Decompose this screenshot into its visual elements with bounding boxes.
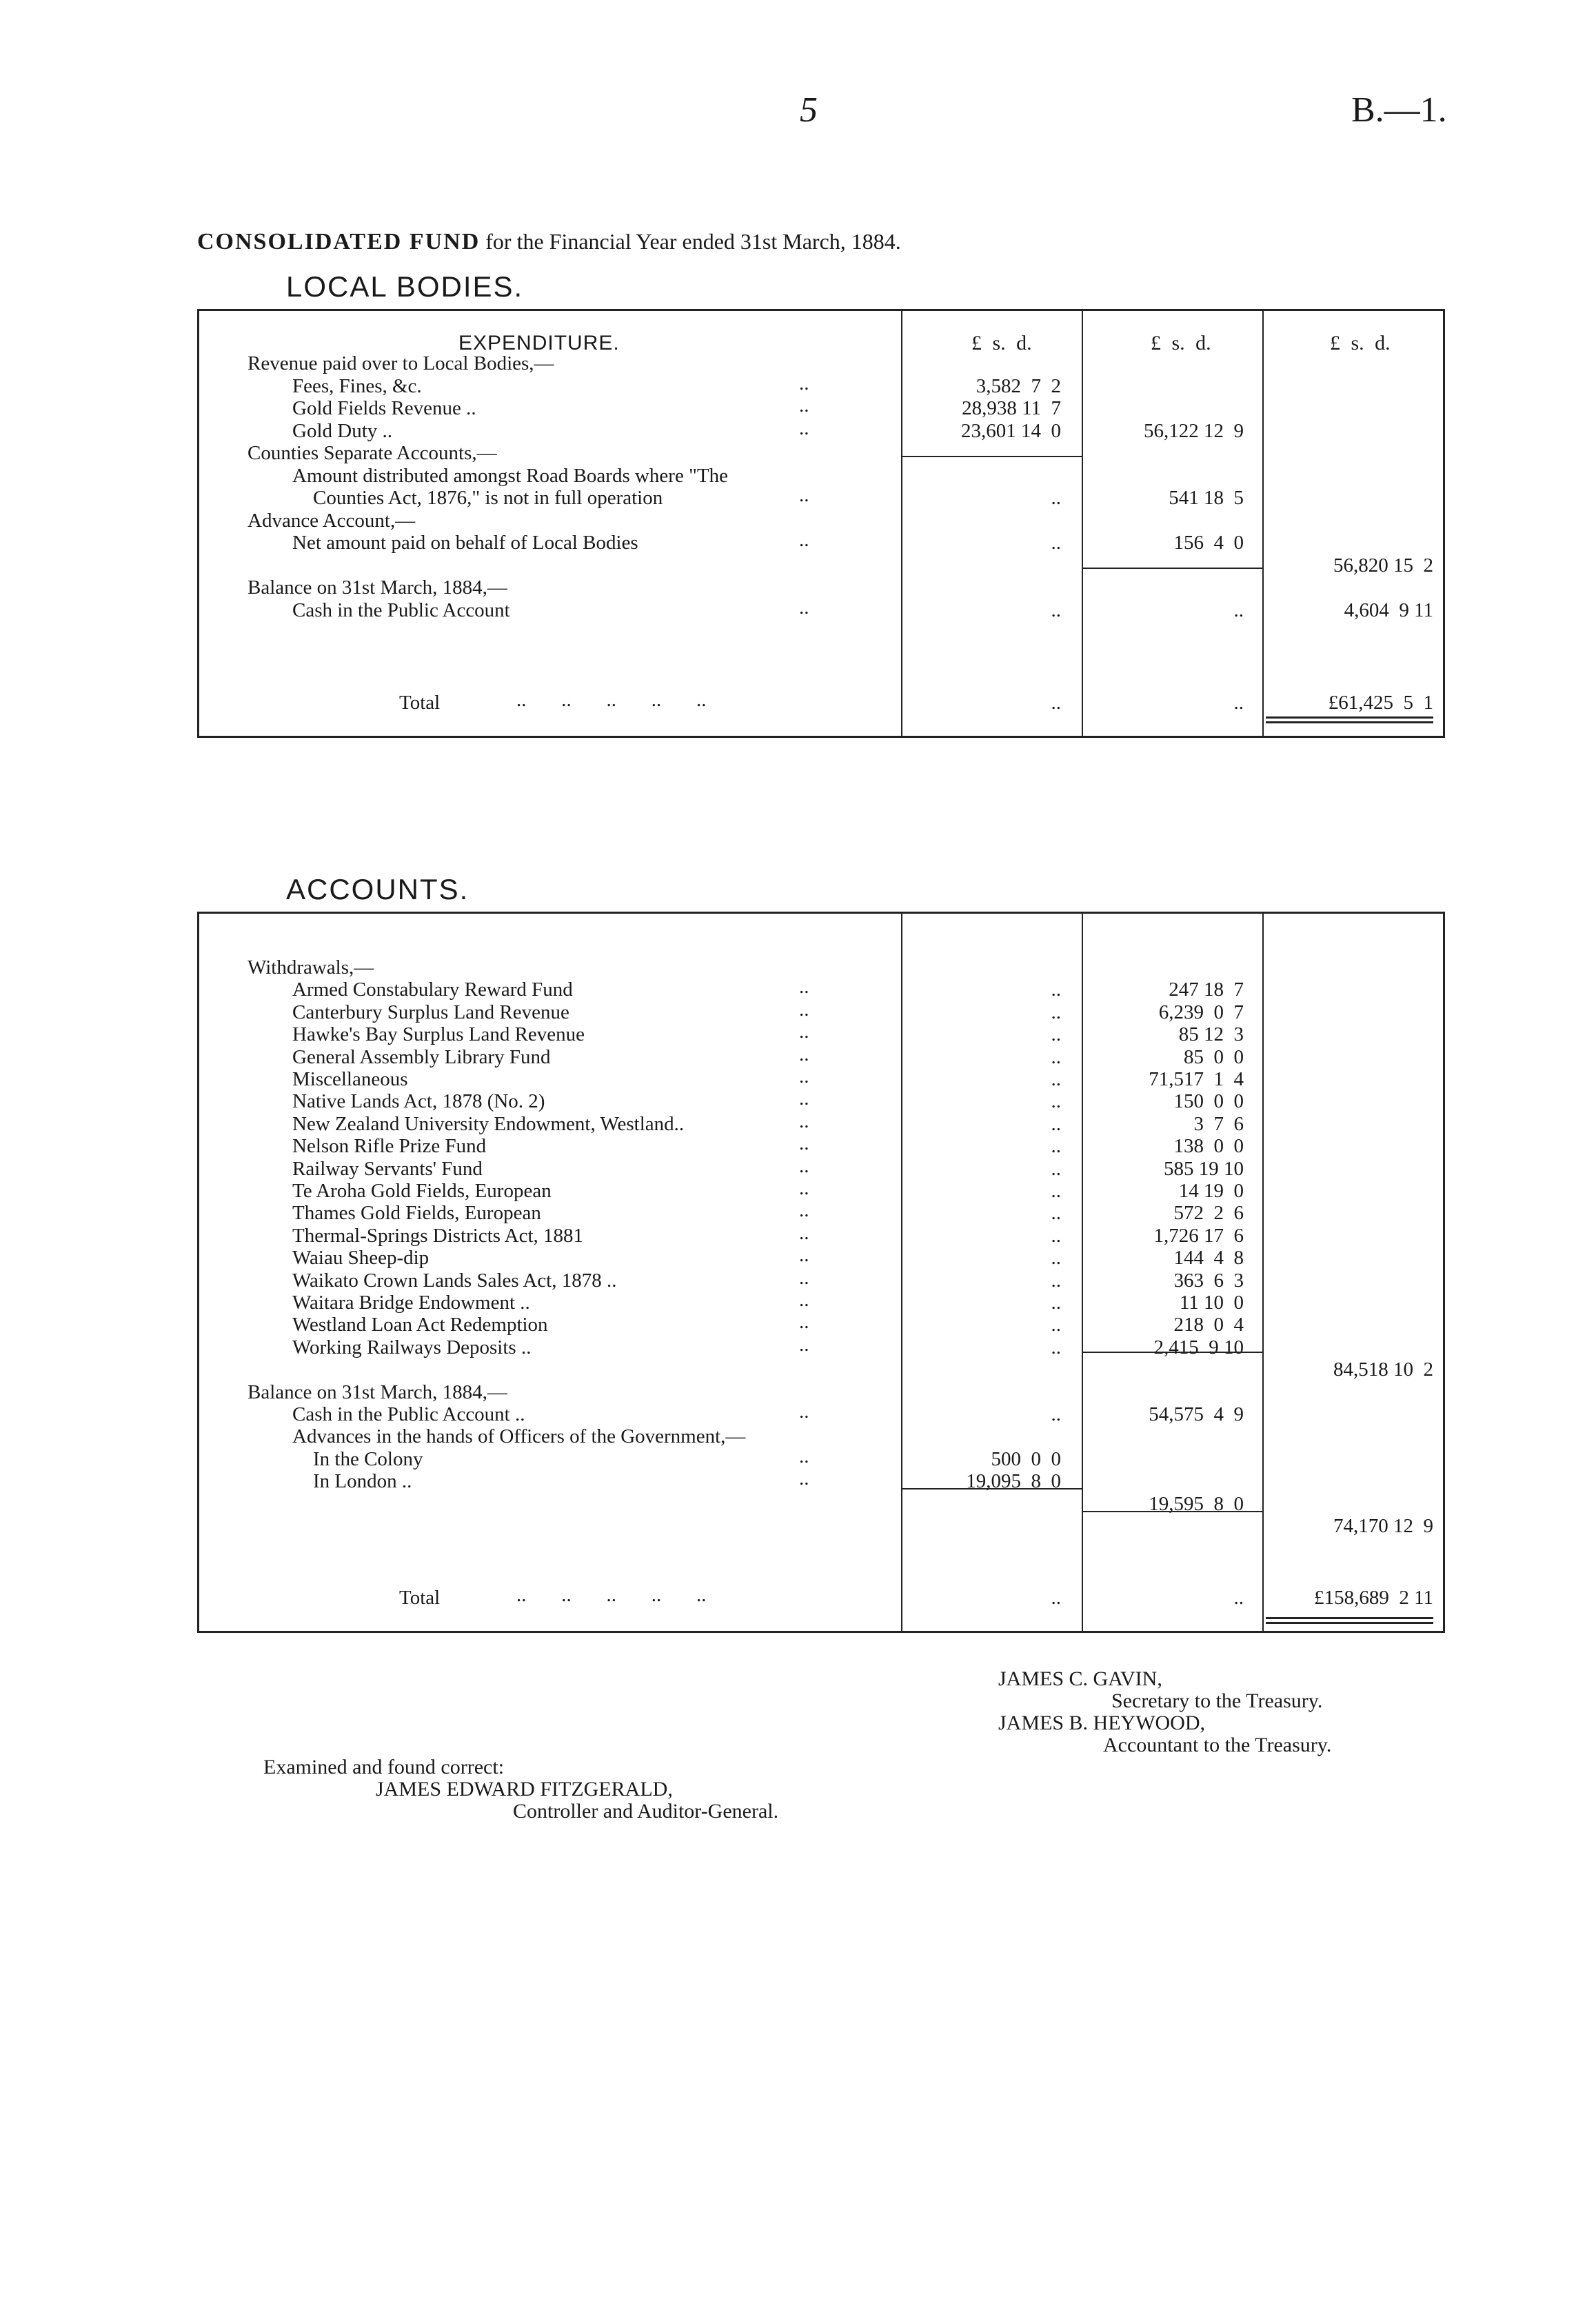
cell-c1: .. bbox=[1051, 1090, 1061, 1113]
signer2-name: JAMES B. HEYWOOD, bbox=[998, 1712, 1205, 1734]
cell-c2: 85 12 3 bbox=[1178, 1023, 1244, 1046]
cell-c2: 56,122 12 9 bbox=[1144, 419, 1244, 442]
expenditure-heading: EXPENDITURE. bbox=[458, 332, 620, 354]
table-row bbox=[199, 529, 1443, 554]
leader-dots: .. bbox=[799, 1221, 809, 1244]
cell-c2: 71,517 1 4 bbox=[1149, 1068, 1244, 1090]
row-label: Net amount paid on behalf of Local Bodies bbox=[292, 532, 638, 554]
total-label: Total bbox=[399, 1587, 441, 1609]
cell-c2: 54,575 4 9 bbox=[1149, 1403, 1244, 1425]
cell-c1: .. bbox=[1051, 979, 1061, 1001]
row-label: Native Lands Act, 1878 (No. 2) bbox=[292, 1090, 545, 1113]
fund-title-bold: CONSOLIDATED FUND bbox=[197, 229, 481, 254]
cell-c1: 23,601 14 0 bbox=[961, 419, 1061, 442]
table-row bbox=[199, 576, 1443, 599]
leader-dots: .. bbox=[799, 1445, 809, 1467]
row-label: General Assembly Library Fund bbox=[292, 1045, 551, 1068]
leader-dots: .. bbox=[799, 1021, 809, 1043]
table-row bbox=[199, 1065, 1443, 1090]
signer2-title: Accountant to the Treasury. bbox=[1103, 1734, 1332, 1756]
table-row bbox=[199, 1381, 1443, 1403]
table-row bbox=[199, 1289, 1443, 1314]
table-row bbox=[199, 510, 1443, 532]
total-c1: .. bbox=[1051, 1587, 1061, 1609]
page-number: 5 bbox=[800, 90, 818, 130]
auditor-title: Controller and Auditor-General. bbox=[513, 1800, 779, 1823]
row-label: Thames Gold Fields, European bbox=[292, 1202, 541, 1225]
table-row bbox=[199, 1043, 1443, 1068]
accounts-title: ACCOUNTS. bbox=[286, 873, 469, 905]
cell-c3: 56,820 15 2 bbox=[1333, 554, 1433, 576]
cell-c1: 28,938 11 7 bbox=[962, 397, 1061, 419]
table-row bbox=[199, 1110, 1443, 1135]
table-row bbox=[199, 394, 1443, 419]
subtotal-rule bbox=[1082, 1511, 1262, 1512]
table-row bbox=[199, 1333, 1443, 1358]
total-row bbox=[199, 1584, 1443, 1609]
cell-c1: 500 0 0 bbox=[991, 1447, 1061, 1470]
row-label: Waitara Bridge Endowment .. bbox=[292, 1292, 530, 1314]
leader-dots: .. bbox=[799, 596, 809, 619]
row-label: Miscellaneous bbox=[292, 1068, 408, 1090]
table-row bbox=[199, 465, 1443, 487]
col-head-3: £ s. d. bbox=[1330, 332, 1391, 354]
row-label: Waiau Sheep-dip bbox=[292, 1247, 430, 1270]
row-label: Balance on 31st March, 1884,— bbox=[248, 576, 507, 599]
cell-c1: .. bbox=[1051, 1135, 1061, 1158]
cell-c2: 14 19 0 bbox=[1178, 1180, 1244, 1202]
fund-title bbox=[197, 229, 901, 255]
table-row bbox=[199, 956, 1443, 979]
total-c2: .. bbox=[1233, 1587, 1244, 1609]
table-row bbox=[199, 596, 1443, 621]
cell-c1: .. bbox=[1051, 1269, 1061, 1292]
leader-dots: .. bbox=[799, 1289, 809, 1311]
subtotal-rule bbox=[901, 1488, 1082, 1489]
leader-dots: .. bbox=[799, 1333, 809, 1356]
cell-c1: .. bbox=[1051, 1068, 1061, 1090]
total-c3: £158,689 2 11 bbox=[1314, 1587, 1433, 1609]
row-label: Working Railways Deposits .. bbox=[292, 1336, 532, 1358]
row-label: Armed Constabulary Reward Fund bbox=[292, 979, 573, 1001]
total-label: Total bbox=[399, 692, 441, 714]
table-row bbox=[199, 554, 1443, 576]
cell-c2: 1,726 17 6 bbox=[1153, 1224, 1244, 1247]
table-row bbox=[199, 1311, 1443, 1336]
cell-c1: .. bbox=[1051, 1001, 1061, 1023]
table-row bbox=[199, 1154, 1443, 1180]
row-label: Amount distributed amongst Road Boards where "The bbox=[292, 464, 729, 487]
leader-dots: .. bbox=[799, 372, 809, 394]
row-label: Nelson Rifle Prize Fund bbox=[292, 1135, 487, 1158]
row-label: Railway Servants' Fund bbox=[292, 1157, 483, 1180]
auditor-name: JAMES EDWARD FITZGERALD, bbox=[376, 1778, 673, 1801]
row-label: Cash in the Public Account bbox=[292, 599, 510, 621]
examined-text: Examined and found correct: bbox=[263, 1756, 505, 1778]
local-bodies-title: LOCAL BODIES. bbox=[286, 270, 524, 303]
leader-dots: .. bbox=[799, 1065, 809, 1087]
leader-dots: .. .. .. .. .. bbox=[516, 1584, 707, 1606]
row-label: Thermal-Springs Districts Act, 1881 bbox=[292, 1224, 584, 1247]
table-row bbox=[199, 1467, 1443, 1493]
row-label: Balance on 31st March, 1884,— bbox=[248, 1381, 507, 1403]
table-row bbox=[199, 1425, 1443, 1447]
leader-dots: .. bbox=[799, 1401, 809, 1423]
total-c3: £61,425 5 1 bbox=[1328, 692, 1433, 714]
cell-c1: .. bbox=[1051, 1045, 1061, 1068]
row-label: Gold Fields Revenue .. bbox=[292, 397, 476, 419]
cell-c1: .. bbox=[1051, 599, 1061, 621]
row-label: Advances in the hands of Officers of the Government,— bbox=[292, 1425, 746, 1448]
table-row bbox=[199, 1445, 1443, 1470]
cell-c1: .. bbox=[1051, 1157, 1061, 1180]
leader-dots: .. bbox=[799, 394, 809, 417]
leader-dots: .. bbox=[799, 1154, 809, 1177]
leader-dots: .. .. .. .. .. bbox=[516, 689, 707, 711]
cell-c2: 11 10 0 bbox=[1179, 1292, 1244, 1314]
subtotal-rule bbox=[1082, 568, 1262, 569]
cell-c2: 585 19 10 bbox=[1164, 1157, 1244, 1180]
total-double-rule bbox=[1266, 716, 1433, 723]
table-row bbox=[199, 1023, 1443, 1045]
table-row bbox=[199, 1132, 1443, 1158]
local-bodies-table bbox=[197, 309, 1445, 738]
page-reference: B.—1. bbox=[1351, 90, 1447, 130]
table-row bbox=[199, 484, 1443, 509]
total-c2: .. bbox=[1233, 692, 1244, 714]
table-row bbox=[199, 1244, 1443, 1270]
cell-c1: .. bbox=[1051, 1112, 1061, 1135]
signer1-name: JAMES C. GAVIN, bbox=[998, 1667, 1162, 1690]
row-label: In London .. bbox=[313, 1470, 412, 1493]
leader-dots: .. bbox=[799, 1132, 809, 1155]
leader-dots: .. bbox=[799, 1110, 809, 1132]
row-label: Westland Loan Act Redemption bbox=[292, 1314, 548, 1336]
table-row bbox=[199, 1177, 1443, 1202]
cell-c2: 138 0 0 bbox=[1173, 1135, 1244, 1158]
table-row bbox=[199, 1199, 1443, 1225]
leader-dots: .. bbox=[799, 1199, 809, 1222]
col-head-2: £ s. d. bbox=[1151, 332, 1211, 354]
cell-c2: .. bbox=[1233, 599, 1244, 621]
row-label: New Zealand University Endowment, Westland.. bbox=[292, 1112, 685, 1135]
row-label: Te Aroha Gold Fields, European bbox=[292, 1180, 552, 1202]
leader-dots: .. bbox=[799, 998, 809, 1021]
leader-dots: .. bbox=[799, 1467, 809, 1490]
table-row bbox=[199, 1403, 1443, 1425]
cell-c2: 218 0 4 bbox=[1173, 1314, 1244, 1336]
cell-c3: 84,518 10 2 bbox=[1333, 1358, 1433, 1381]
cell-c1: .. bbox=[1051, 487, 1061, 509]
table-row bbox=[199, 1266, 1443, 1292]
cell-c1: .. bbox=[1051, 1202, 1061, 1225]
accounts-table bbox=[197, 912, 1445, 1633]
table-row bbox=[199, 442, 1443, 464]
cell-c1: .. bbox=[1051, 1336, 1061, 1358]
table-row bbox=[199, 352, 1443, 374]
row-label: Fees, Fines, &c. bbox=[292, 374, 422, 397]
cell-c1: 3,582 7 2 bbox=[976, 374, 1061, 397]
cell-c1: .. bbox=[1051, 1180, 1061, 1202]
leader-dots: .. bbox=[799, 1177, 809, 1199]
leader-dots: .. bbox=[799, 976, 809, 999]
table-row bbox=[199, 1221, 1443, 1247]
table-row bbox=[199, 976, 1443, 1001]
cell-c1: .. bbox=[1051, 1247, 1061, 1270]
table-row bbox=[199, 417, 1443, 442]
leader-dots: .. bbox=[799, 1266, 809, 1289]
cell-c1: .. bbox=[1051, 1292, 1061, 1314]
row-label: Hawke's Bay Surplus Land Revenue bbox=[292, 1023, 585, 1046]
cell-c1: .. bbox=[1051, 1403, 1061, 1425]
cell-c2: 85 0 0 bbox=[1184, 1045, 1244, 1068]
cell-c1: .. bbox=[1051, 1314, 1061, 1336]
leader-dots: .. bbox=[799, 1311, 809, 1334]
leader-dots: .. bbox=[799, 1043, 809, 1065]
table-row bbox=[199, 1358, 1443, 1381]
leader-dots: .. bbox=[799, 417, 809, 439]
row-label: Gold Duty .. bbox=[292, 419, 392, 442]
cell-c2: 144 4 8 bbox=[1173, 1247, 1244, 1270]
cell-c2: 572 2 6 bbox=[1173, 1202, 1244, 1225]
row-label: Withdrawals,— bbox=[248, 956, 374, 979]
subtotal-rule bbox=[901, 456, 1082, 457]
leader-dots: .. bbox=[799, 529, 809, 551]
cell-c2: 19,595 8 0 bbox=[1149, 1492, 1244, 1515]
row-label: Cash in the Public Account .. bbox=[292, 1403, 525, 1425]
cell-c2: 156 4 0 bbox=[1173, 532, 1244, 554]
row-label: Canterbury Surplus Land Revenue bbox=[292, 1001, 569, 1023]
leader-dots: .. bbox=[799, 1244, 809, 1267]
fund-title-rest: for the Financial Year ended 31st March, 1884. bbox=[485, 229, 901, 254]
leader-dots: .. bbox=[799, 484, 809, 506]
cell-c1: .. bbox=[1051, 1224, 1061, 1247]
table-row bbox=[199, 1515, 1443, 1537]
table-row bbox=[199, 372, 1443, 397]
cell-c1: .. bbox=[1051, 1023, 1061, 1046]
total-double-rule bbox=[1266, 1617, 1433, 1624]
row-label: Advance Account,— bbox=[248, 509, 416, 532]
cell-c1: 19,095 8 0 bbox=[966, 1470, 1061, 1493]
col-head-1: £ s. d. bbox=[971, 332, 1032, 354]
total-c1: .. bbox=[1051, 692, 1061, 714]
row-label: Counties Act, 1876," is not in full operation bbox=[313, 487, 663, 509]
cell-c3: 74,170 12 9 bbox=[1333, 1515, 1433, 1537]
cell-c2: 6,239 0 7 bbox=[1158, 1001, 1244, 1023]
cell-c3: 4,604 9 11 bbox=[1344, 599, 1433, 621]
cell-c2: 247 18 7 bbox=[1169, 979, 1244, 1001]
row-label: Counties Separate Accounts,— bbox=[248, 442, 497, 464]
cell-c1: .. bbox=[1051, 532, 1061, 554]
row-label: Revenue paid over to Local Bodies,— bbox=[248, 352, 554, 374]
signer1-title: Secretary to the Treasury. bbox=[1111, 1689, 1323, 1712]
row-label: Waikato Crown Lands Sales Act, 1878 .. bbox=[292, 1269, 617, 1292]
cell-c2: 2,415 9 10 bbox=[1153, 1336, 1244, 1358]
row-label: In the Colony bbox=[313, 1447, 423, 1470]
cell-c2: 541 18 5 bbox=[1169, 487, 1244, 509]
cell-c2: 150 0 0 bbox=[1173, 1090, 1244, 1113]
table-row bbox=[199, 1087, 1443, 1113]
table-row bbox=[199, 998, 1443, 1023]
cell-c2: 363 6 3 bbox=[1173, 1269, 1244, 1292]
leader-dots: .. bbox=[799, 1087, 809, 1110]
subtotal-rule bbox=[1082, 1352, 1262, 1353]
cell-c2: 3 7 6 bbox=[1193, 1112, 1244, 1135]
total-row bbox=[199, 689, 1443, 714]
